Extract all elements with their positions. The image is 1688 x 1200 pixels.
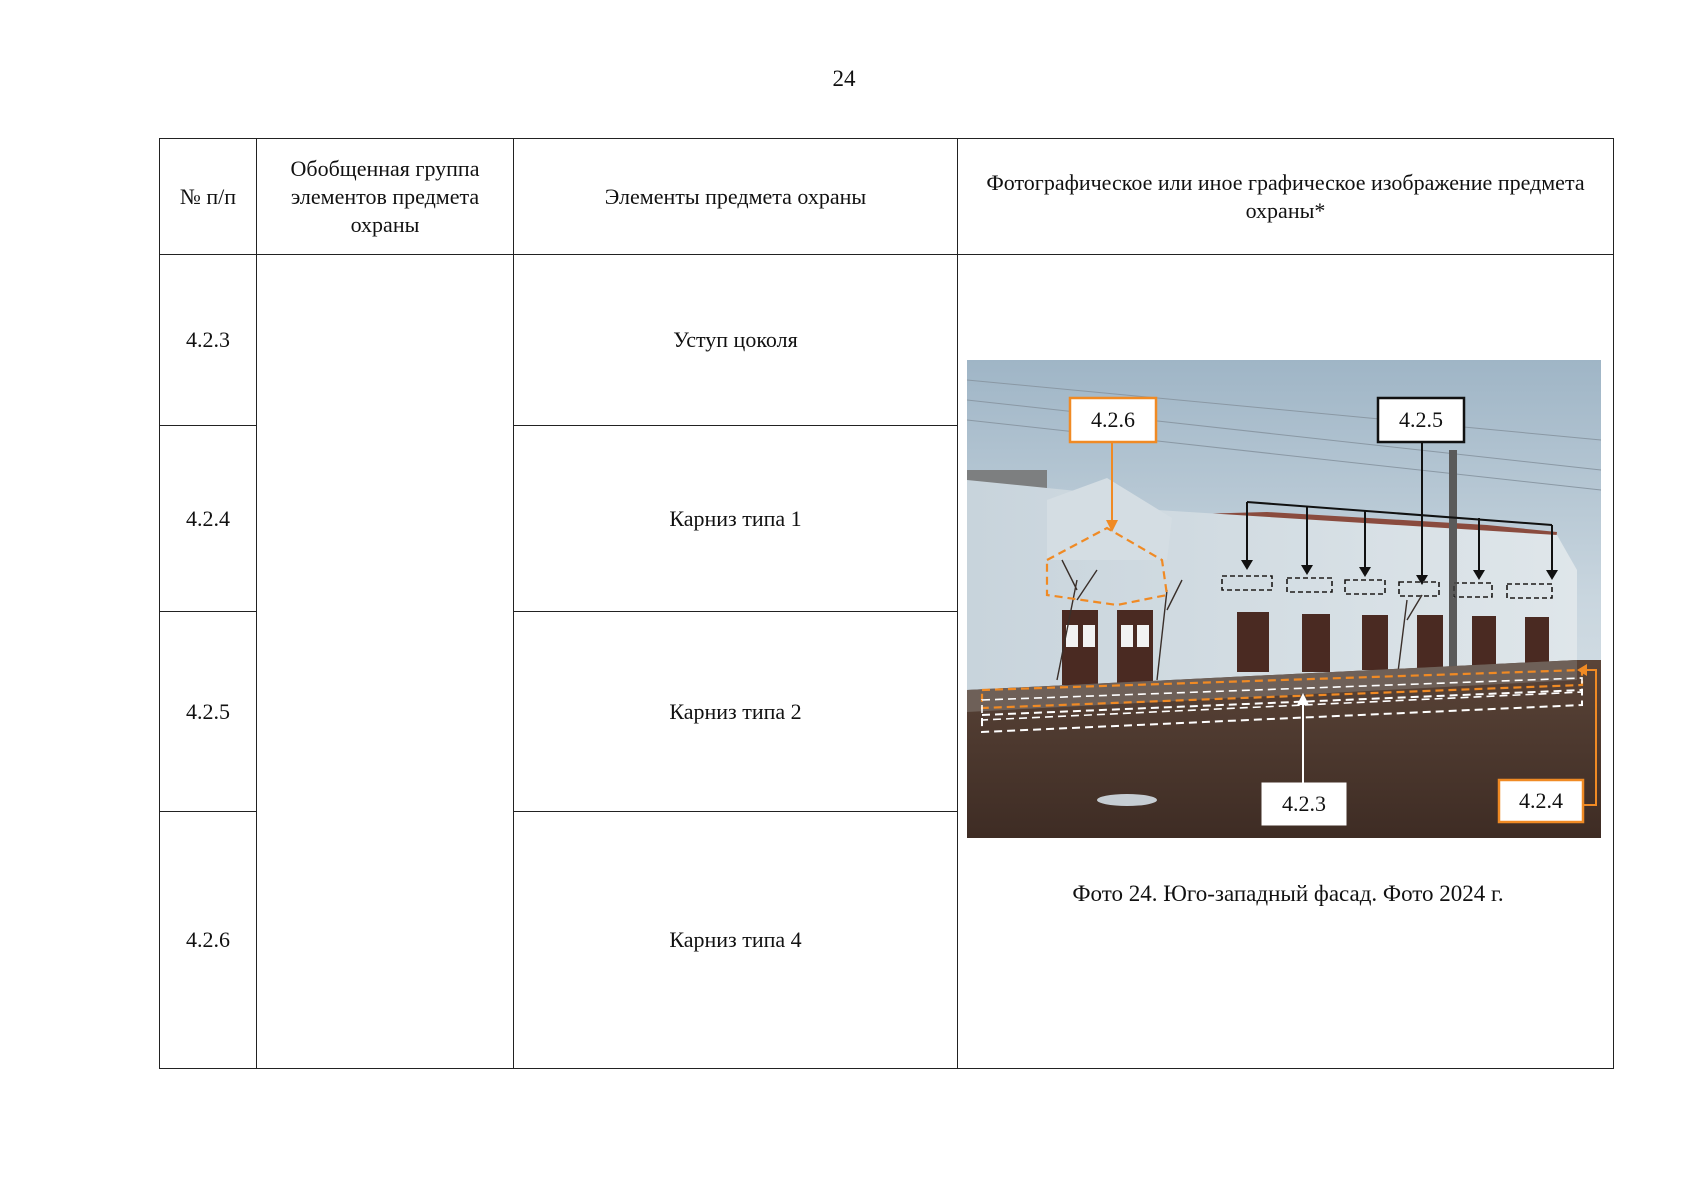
callout-4-2-3: 4.2.3: [1282, 791, 1326, 816]
row-element: Карниз типа 2: [514, 612, 958, 812]
table-header-row: [160, 139, 1614, 255]
row-num: 4.2.5: [160, 612, 257, 812]
callout-4-2-4: 4.2.4: [1519, 788, 1563, 813]
header-elements: Элементы предмета охраны: [514, 139, 958, 255]
callout-4-2-6: 4.2.6: [1091, 407, 1135, 432]
header-image: Фотографическое или иное графическое изображение предмета охраны*: [958, 139, 1614, 255]
row-element: Карниз типа 4: [514, 812, 958, 1069]
row-element: Уступ цоколя: [514, 255, 958, 426]
header-group: Обобщенная группа элементов предмета охраны: [257, 139, 514, 255]
group-cell: [257, 255, 514, 1069]
photo-caption: Фото 24. Юго-западный фасад. Фото 2024 г.: [1072, 881, 1504, 906]
page-number: 24: [832, 66, 856, 91]
photo-cell: [958, 255, 1614, 1069]
table-row: [160, 255, 1614, 426]
facade-photo: [967, 360, 1601, 838]
callout-4-2-5: 4.2.5: [1399, 407, 1443, 432]
row-num: 4.2.3: [160, 255, 257, 426]
protection-elements-table: [159, 138, 1614, 1069]
row-num: 4.2.4: [160, 426, 257, 612]
row-element: Карниз типа 1: [514, 426, 958, 612]
row-num: 4.2.6: [160, 812, 257, 1069]
header-num: № п/п: [160, 139, 257, 255]
